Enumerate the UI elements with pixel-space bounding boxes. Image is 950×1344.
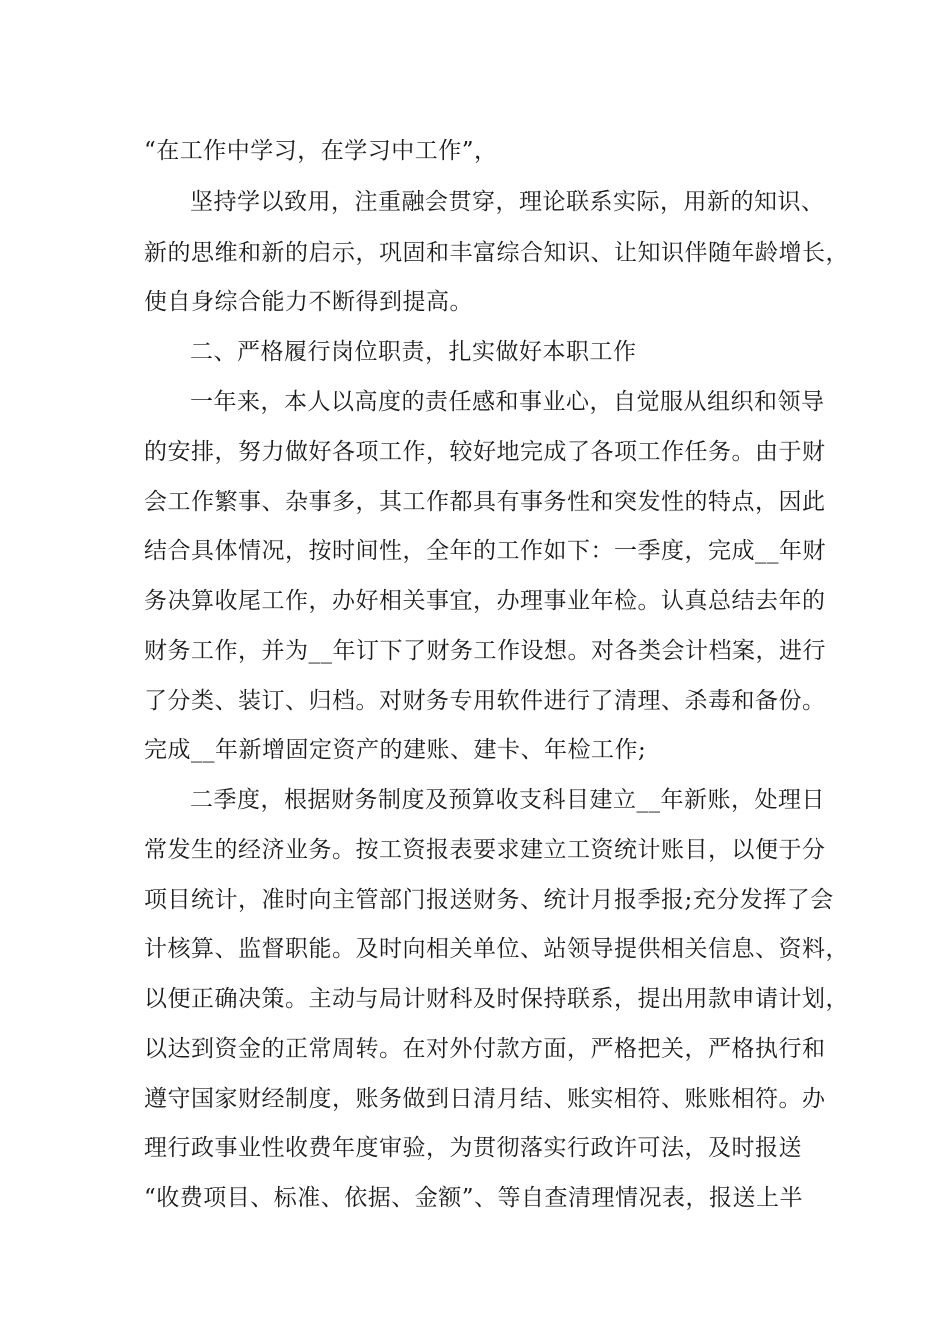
text-line: 完成__年新增固定资产的建账、建卡、年检工作; xyxy=(144,737,647,763)
text-line: 的安排，努力做好各项工作，较好地完成了各项工作任务。由于财 xyxy=(144,439,826,465)
text-line: 常发生的经济业务。按工资报表要求建立工资统计账目，以便于分 xyxy=(144,837,826,863)
text-line: 会工作繁事、杂事多，其工作都具有事务性和突发性的特点，因此 xyxy=(144,489,826,515)
paragraph-first-line: 二季度，根据财务制度及预算收支科目建立__年新账，处理日 xyxy=(190,787,825,813)
text-line: 结合具体情况，按时间性，全年的工作如下：一季度，完成__年财 xyxy=(144,538,826,564)
text-line: 项目统计，准时向主管部门报送财务、统计月报季报;充分发挥了会 xyxy=(144,887,834,913)
text-line: 理行政事业性收费年度审验，为贯彻落实行政许可法，及时报送 xyxy=(144,1135,802,1161)
section-heading: 二、严格履行岗位职责，扎实做好本职工作 xyxy=(190,339,637,365)
paragraph-first-line: 坚持学以致用，注重融会贯穿，理论联系实际，用新的知识、 xyxy=(190,189,825,215)
text-line: 了分类、装订、归档。对财务专用软件进行了清理、杀毒和备份。 xyxy=(144,688,826,714)
text-line: 以便正确决策。主动与局计财科及时保持联系，提出用款申请计划， xyxy=(144,986,849,1012)
text-line: 务决算收尾工作，办好相关事宜，办理事业年检。认真总结去年的 xyxy=(144,588,826,614)
text-line: 新的思维和新的启示，巩固和丰富综合知识、让知识伴随年龄增长， xyxy=(144,240,849,266)
paragraph-first-line: 一年来，本人以高度的责任感和事业心，自觉服从组织和领导 xyxy=(190,389,825,415)
text-line: 财务工作，并为__年订下了财务工作设想。对各类会计档案，进行 xyxy=(144,638,826,664)
text-line: “收费项目、标准、依据、金额”、等自查清理情况表，报送上半 xyxy=(144,1185,804,1211)
text-line: 以达到资金的正常周转。在对外付款方面，严格把关，严格执行和 xyxy=(144,1036,826,1062)
text-line: 计核算、监督职能。及时向相关单位、站领导提供相关信息、资料， xyxy=(144,936,849,962)
text-line: 遵守国家财经制度，账务做到日清月结、账实相符、账账相符。办 xyxy=(144,1086,826,1112)
text-line: “在工作中学习，在学习中工作”， xyxy=(144,138,498,164)
text-line: 使自身综合能力不断得到提高。 xyxy=(144,289,473,315)
